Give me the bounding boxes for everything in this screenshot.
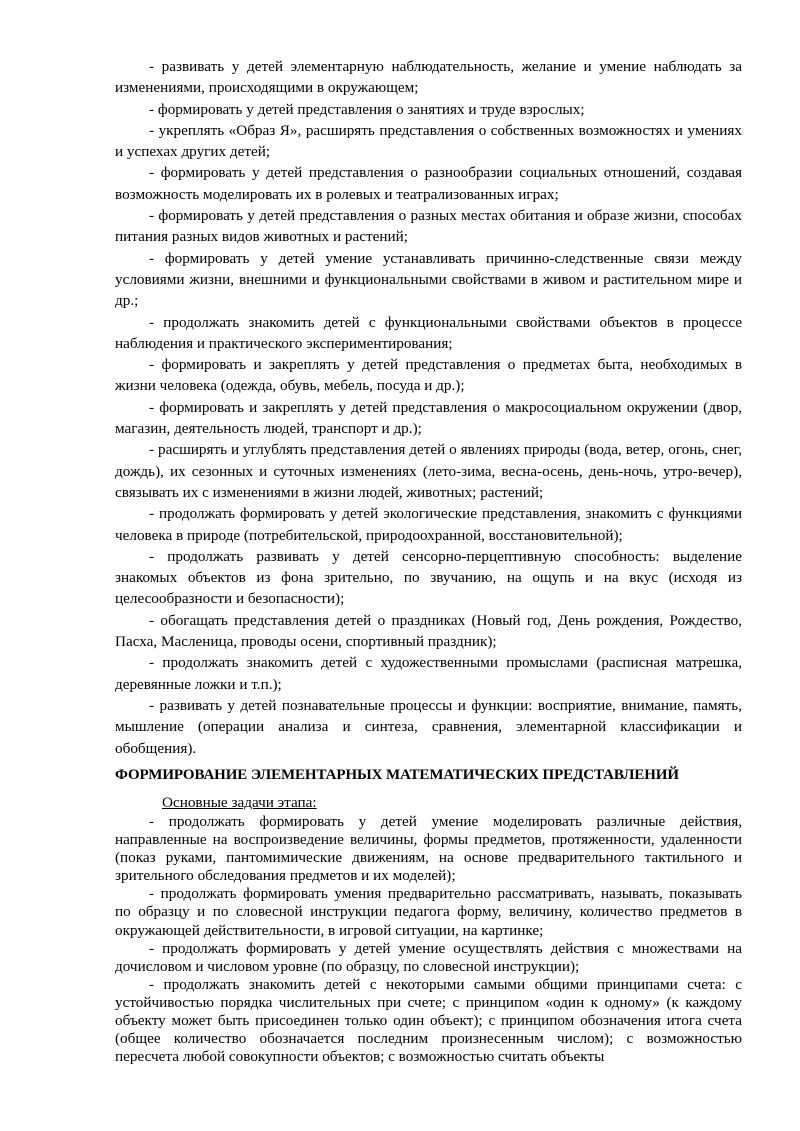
paragraph: - расширять и углублять представления детей о явлениях природы (вода, ветер, огонь, снег, дождь), их сезонных и суточных изменениях (лето-зима, весна-осень, день-ночь, утро-вечер), связывать их с изменениями в жизни людей, животных; растений; (115, 441, 742, 501)
paragraph: - развивать у детей познавательные процессы и функции: восприятие, внимание, память, мышление (операции анализа и синтеза, сравнения, элементарной классификации и обобщения). (115, 696, 742, 757)
paragraph: - продолжать формировать у детей экологические представления, знакомить с функциями человека в природе (потребительской, природоохранной, восстановительной); (115, 505, 742, 544)
paragraph: - формировать у детей умение устанавливать причинно-следственные связи между условиями жизни, внешними и функциональными свойствами в живом и растительном мире и др.; (115, 249, 742, 310)
paragraph: - формировать у детей представления о разных местах обитания и образе жизни, способах питания разных видов животных и растений; (115, 207, 742, 246)
task-item: - продолжать формировать умения предварительно рассматривать, называть, показывать по образцу и по словесной инструкции педагога форму, величину, количество предметов в окружающей действительности, в игровой ситуации, на картинке; (115, 885, 742, 939)
section-subheading: Основные задачи этапа: (162, 794, 317, 811)
task-list (115, 813, 742, 1066)
paragraph: - формировать и закреплять у детей представления о макросоциальном окружении (двор, магазин, деятельность людей, транспорт и др.); (115, 398, 742, 438)
paragraph: - формировать у детей представления о занятиях и труде взрослых; (149, 100, 585, 118)
paragraph: - обогащать представления детей о праздниках (Новый год, День рождения, Рождество, Пасха, Масленица, проводы осени, спортивный праздник); (115, 611, 742, 651)
math-section (115, 765, 742, 1066)
task-item: - продолжать формировать у детей умение моделировать различные действия, направленные на воспроизведение величины, формы предметов, протяженности, удаленности (показ руками, пантомимические движениям, на основе предварительного тактильного и зрительного обследования предметов и их моделей); (115, 813, 742, 885)
paragraph: - продолжать знакомить детей с художественными промыслами (расписная матрешка, деревянные ложки и т.п.); (115, 654, 742, 693)
paragraph: - формировать и закреплять у детей представления о предметах быта, необходимых в жизни человека (одежда, обувь, мебель, посуда и др.); (115, 356, 742, 395)
task-item: - продолжать знакомить детей с некоторыми самыми общими принципами счета: с устойчивостью порядка числительных при счете; с принципом «один к одному» (к каждому объекту может быть присоединен только один объект); с принципом обозначения итога счета (общее количество обозначается последним произнесенным числом); с возможностью пересчета любой совокупности объектов; с возможностью считать объекты (115, 975, 742, 1066)
section-heading: ФОРМИРОВАНИЕ ЭЛЕМЕНТАРНЫХ МАТЕМАТИЧЕСКИХ ПРЕДСТАВЛЕНИЙ (115, 767, 679, 783)
document-body (115, 56, 742, 759)
paragraph: - укреплять «Образ Я», расширять представления о собственных возможностях и умениях и успехах других детей; (115, 121, 742, 161)
paragraph: - формировать у детей представления о разнообразии социальных отношений, создавая возможность моделировать их в ролевых и театрализованных играх; (115, 164, 742, 203)
paragraph: - продолжать развивать у детей сенсорно-перцептивную способность: выделение знакомых объектов из фона зрительно, по звучанию, на ощупь и на вкус (исходя из целесообразности и безопасности); (115, 547, 742, 608)
paragraph: - развивать у детей элементарную наблюдательность, желание и умение наблюдать за изменениями, происходящими в окружающем; (115, 58, 742, 97)
paragraph: - продолжать знакомить детей с функциональными свойствами объектов в процессе наблюдения и практического экспериментирования; (115, 313, 742, 352)
task-item: - продолжать формировать у детей умение осуществлять действия с множествами на дочисловом и числовом уровне (по образцу, по словесной инструкции); (115, 939, 742, 975)
